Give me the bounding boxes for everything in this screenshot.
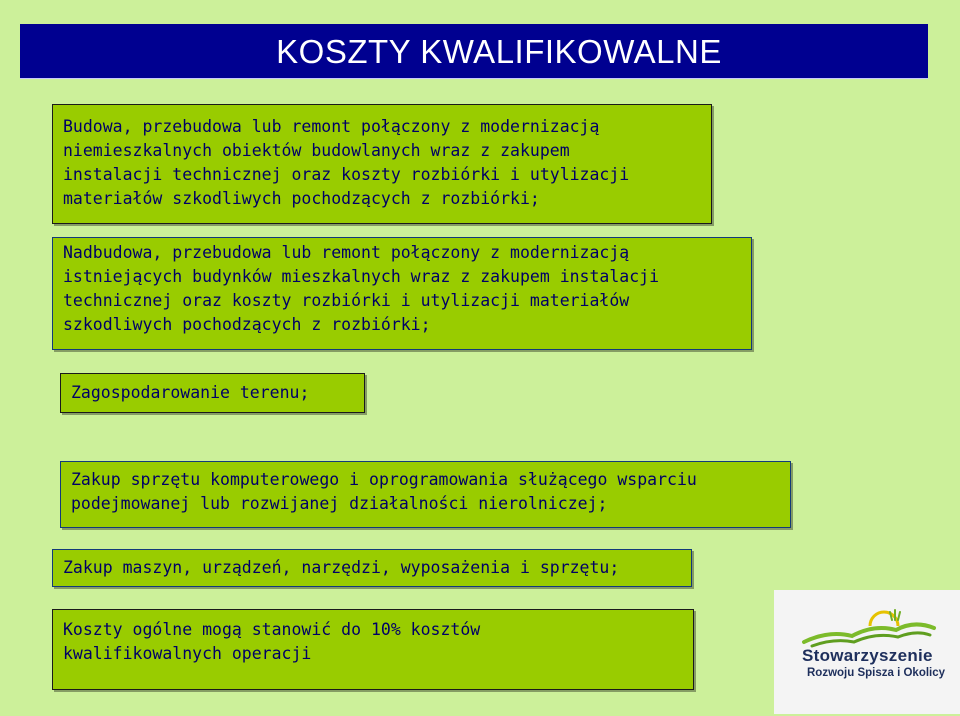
cost-item-2 [52,237,752,350]
logo-subtitle: Rozwoju Spisza i Okolicy [807,667,946,679]
slide-title: KOSZTY KWALIFIKOWALNE [276,33,722,70]
cost-item-1-text: Budowa, przebudowa lub remont połączony z modernizacją niemieszkalnych obiektów budowlanych wraz z zakupem instalacji technicznej oraz koszty rozbiórki i utylizacji materiałów szkodliwych pochodzących z rozbiórki; [63,117,630,208]
cost-item-1 [52,104,712,224]
cost-item-4-text: Zakup sprzętu komputerowego i oprogramowania służącego wsparciu podejmowanej lub rozwijanej działalności nierolniczej; [71,470,697,513]
organization-logo [774,590,960,714]
cost-item-5 [52,549,692,587]
cost-item-2-text: Nadbudowa, przebudowa lub remont połączony z modernizacją istniejących budynków mieszkalnych wraz z zakupem instalacji technicznej oraz koszty rozbiórki i utylizacji materiałów szkodliwych pochodzących z rozbiórki; [63,243,660,334]
cost-item-6-text: Koszty ogólne mogą stanowić do 10% kosztów kwalifikowalnych operacji [63,620,481,663]
logo-name: Stowarzyszenie [802,646,933,665]
cost-item-5-text: Zakup maszyn, urządzeń, narzędzi, wyposażenia i sprzętu; [63,558,620,577]
title-bar [20,24,928,79]
cost-item-3 [60,373,365,413]
cost-item-6 [52,609,694,690]
cost-item-4 [60,461,791,528]
cost-item-3-text: Zagospodarowanie terenu; [71,383,310,402]
